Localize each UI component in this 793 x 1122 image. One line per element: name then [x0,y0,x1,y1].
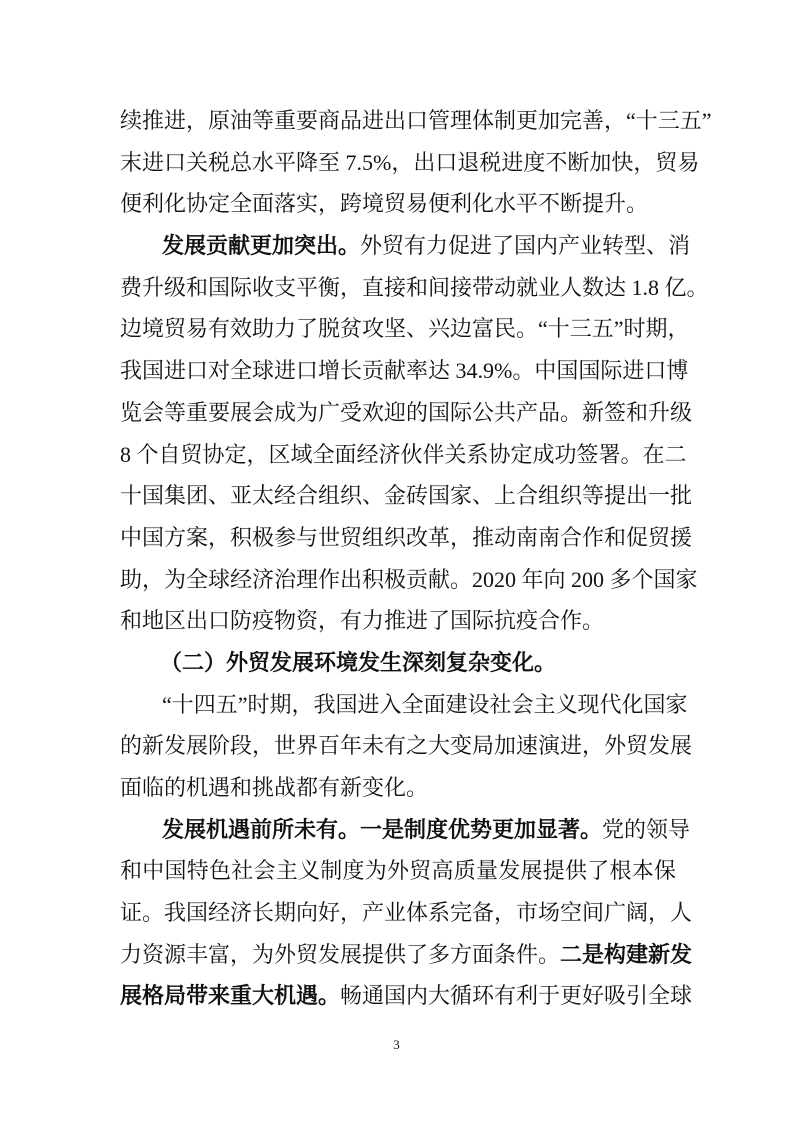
text-line [120,559,698,601]
text-line [120,183,676,225]
text-line [120,892,693,934]
text-line [120,475,693,517]
text-line [120,600,676,642]
text-segment: “十四五”时期，我国进入全面建设社会主义现代化国家 [162,691,688,717]
text-segment: 续推进，原油等重要商品进出口管理体制更加完善，“十三五” [120,108,712,133]
text-segment: 党的领导 [602,816,691,842]
text-segment: 览会等重要展会成为广受欢迎的国际公共产品。新签和升级 [120,399,693,425]
bold-text: 发展机遇前所未有。一是制度优势更加显著。 [162,816,603,842]
text-line [120,392,693,434]
text-line [120,142,700,184]
text-segment: 和中国特色社会主义制度为外贸高质量发展提供了根本保 [120,858,676,884]
text-segment: 便利化协定全面落实，跨境贸易便利化水平不断提升。 [120,191,649,217]
text-line [120,850,676,892]
text-segment: 助，为全球经济治理作出积极贡献。2020 年向 200 多个国家 [120,566,698,592]
text-line [120,809,691,851]
text-segment: 中国方案，积极参与世贸组织改革，推动南南合作和促贸援 [120,524,693,550]
text-line [120,725,693,767]
bold-text: 展格局带来重大机遇。 [120,983,341,1009]
document-body [120,100,712,1017]
bold-text: 二是构建新发 [560,941,693,967]
text-segment: 末进口关税总水平降至 7.5%，出口退税进度不断加快，贸易 [120,149,700,175]
text-line [120,434,687,476]
bold-text: 发展贡献更加突出。 [162,233,361,259]
text-segment: 我国进口对全球进口增长贡献率达 34.9%。中国国际进口博 [120,358,689,384]
text-line [120,100,712,142]
text-segment: 边境贸易有效助力了脱贫攻坚、兴边富民。“十三五”时期， [120,316,690,342]
text-segment: 8 个自贸协定，区域全面经济伙伴关系协定成功签署。在二 [120,441,687,467]
text-segment: 十国集团、亚太经合组织、金砖国家、上合组织等提出一批 [120,483,693,509]
text-line [120,767,676,809]
text-line [120,934,693,976]
text-segment: 证。我国经济长期向好，产业体系完备，市场空间广阔，人 [120,900,693,926]
page-number: 3 [393,1037,400,1052]
text-line [120,267,709,309]
bold-text: （二）外贸发展环境发生深刻复杂变化。 [160,649,557,675]
text-segment: 力资源丰富，为外贸发展提供了多方面条件。 [120,941,561,967]
text-line [120,308,690,350]
text-segment: 和地区出口防疫物资，有力推进了国际抗疫合作。 [120,608,605,634]
text-line [120,975,693,1017]
section-heading [120,642,676,684]
text-segment: 费升级和国际收支平衡，直接和间接带动就业人数达 1.8 亿。 [120,274,709,300]
text-segment: 面临的机遇和挑战都有新变化。 [120,775,429,800]
text-segment: 外贸有力促进了国内产业转型、消 [360,233,691,259]
text-segment: 的新发展阶段，世界百年未有之大变局加速演进，外贸发展 [120,733,693,759]
text-segment: 畅通国内大循环有利于更好吸引全球 [340,983,693,1009]
text-line [120,517,693,559]
text-line [120,684,688,726]
text-line [120,225,691,267]
text-line [120,350,689,392]
